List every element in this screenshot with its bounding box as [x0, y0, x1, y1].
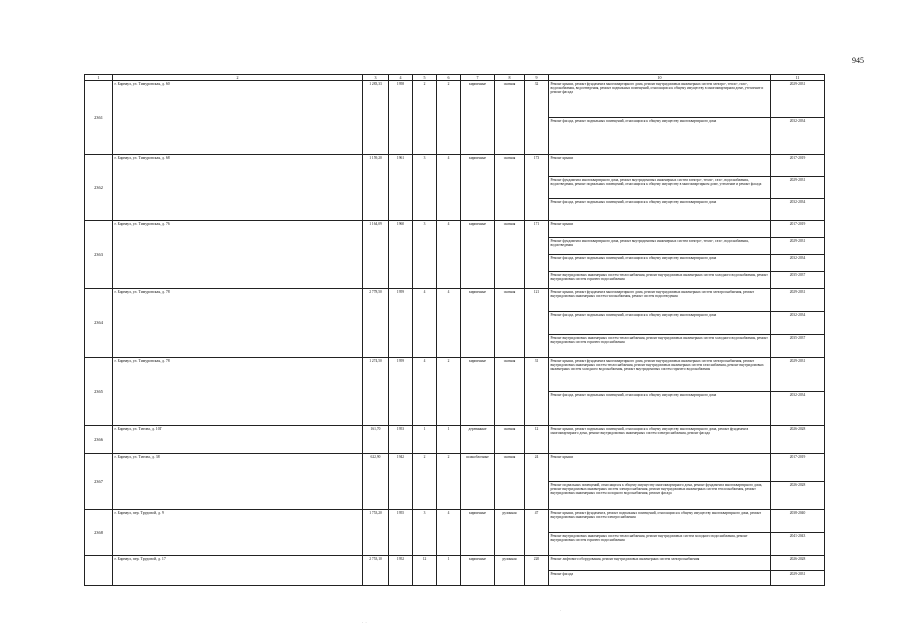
work-description: Ремонт крыши, ремонт фундамента многоквартирного дома, ремонт внутридомовых инженерных систем электро-, тепло-, газо-, водоснабжения, водоотведения, ремонт подвальных помещений, относящихся к общему имуществу в многоквартирном доме, утепление и ремонт фасада: [549, 81, 771, 118]
work-period: 2017-2019: [771, 155, 825, 177]
wall-material: кирпичные: [461, 510, 495, 556]
work-description: Ремонт крыши, ремонт подвальных помещений, относящихся к общему имуществу многоквартирного дома, ремонт фундамента многоквартирного дома, ремонт внутридомовых инженерных систем электроснабжения, ремонт фасада: [549, 426, 771, 454]
floors-count: 3: [413, 221, 437, 289]
row-number: 2363: [85, 221, 113, 289]
total-area: 622,90: [363, 454, 389, 510]
work-description: Ремонт крыши: [549, 454, 771, 482]
work-period: 2029-2031: [771, 358, 825, 392]
total-area: 1 164,09: [363, 221, 389, 289]
wall-material: кирпичные: [461, 155, 495, 221]
roof-type: рулонная: [495, 556, 525, 586]
work-description: Ремонт крыши, ремонт фундамента многоквартирного дома, ремонт внутридомовых инженерных систем электроснабжения, ремонт внутридомовых инженерных систем теплоснабжения, ремонт внутридомовых инженерных систем газоснабжения, ремонт внутридомовых инженерных систем холодного водоснабжения, ремонт внутридомовых систем горячего водоснабжения: [549, 358, 771, 392]
work-description: Ремонт фасада, ремонт подвальных помещений, относящихся к общему имуществу многоквартирного дома: [549, 199, 771, 221]
capital-repair-table: [84, 74, 825, 586]
work-period: 2032-2034: [771, 199, 825, 221]
total-area: 1 159,20: [363, 155, 389, 221]
scan-artifact: · ·: [362, 620, 367, 625]
work-description: Ремонт лифтового оборудования, ремонт внутридомовых инженерных систем электроснабжения: [549, 556, 771, 571]
build-year: 1958: [389, 81, 413, 155]
col-header: 9: [525, 75, 549, 81]
roof-type: скатная: [495, 454, 525, 510]
work-period: 2032-2034: [771, 255, 825, 272]
house-address: г. Барнаул, ул. Тимуровская, д. 78: [113, 358, 363, 426]
flats-count: 47: [525, 510, 549, 556]
table-row: [85, 358, 825, 392]
table-row: [85, 155, 825, 177]
floors-count: 4: [413, 358, 437, 426]
col-header: 10: [549, 75, 771, 81]
col-header: 4: [389, 75, 413, 81]
work-description: Ремонт фасада: [549, 571, 771, 586]
roof-type: скатная: [495, 221, 525, 289]
build-year: 1942: [389, 454, 413, 510]
col-header: 6: [437, 75, 461, 81]
total-area: 1 283,33: [363, 81, 389, 155]
total-area: 161,70: [363, 426, 389, 454]
work-description: Ремонт фасада, ремонт подвальных помещений, относящихся к общему имуществу многоквартирного дома: [549, 392, 771, 426]
house-address: г. Барнаул, ул. Тимуровская, д. 76: [113, 221, 363, 289]
row-number: [85, 556, 113, 586]
col-header: 2: [113, 75, 363, 81]
table-row: [85, 454, 825, 482]
total-area: 2 778,50: [363, 289, 389, 358]
build-year: 1960: [389, 221, 413, 289]
work-description: Ремонт подвальных помещений, относящихся к общему имуществу многоквартирного дома, ремонт фундамента многоквартирного дома, ремонт внутридомовых инженерных систем электроснабжения, ремонт внутридомовых инженерных систем теплоснабжения, ремонт внутридомовых инженерных систем холодного водоснабжения, ремонт фасада: [549, 482, 771, 510]
col-header: 1: [85, 75, 113, 81]
col-header: 7: [461, 75, 495, 81]
wall-material: кирпичные: [461, 81, 495, 155]
house-address: г. Барнаул, ул. Титова, д. 38: [113, 454, 363, 510]
row-number: 2362: [85, 155, 113, 221]
work-description: Ремонт внутридомовых инженерных систем теплоснабжения, ремонт внутридомовых систем холодного водоснабжения, ремонт внутридомовых систем горячего водоснабжения: [549, 533, 771, 556]
work-period: 2041-2043: [771, 533, 825, 556]
floors-count: 3: [413, 155, 437, 221]
flats-count: 24: [525, 454, 549, 510]
floors-count: 3: [413, 510, 437, 556]
work-period: 2029-2031: [771, 289, 825, 312]
work-period: 2026-2028: [771, 556, 825, 571]
wall-material: кирпичные: [461, 221, 495, 289]
work-period: 2032-2034: [771, 312, 825, 335]
work-period: 2032-2034: [771, 392, 825, 426]
table-row: [85, 510, 825, 533]
work-period: 2038-2040: [771, 510, 825, 533]
work-description: Ремонт фасада, ремонт подвальных помещений, относящихся к общему имуществу многоквартирного дома: [549, 118, 771, 155]
build-year: 1952: [389, 556, 413, 586]
house-address: г. Барнаул, пер. Трудовой, д. 17: [113, 556, 363, 586]
work-description: Ремонт внутридомовых инженерных систем теплоснабжения, ремонт внутридомовых инженерных систем холодного водоснабжения, ремонт внутридомовых систем горячего водоснабжения: [549, 335, 771, 358]
floors-count: 2: [413, 454, 437, 510]
floors-count: 2: [413, 81, 437, 155]
row-number: 2365: [85, 358, 113, 426]
work-period: 2017-2019: [771, 221, 825, 238]
roof-type: скатная: [495, 358, 525, 426]
house-address: г. Барнаул, ул. Тимуровская, д. 68: [113, 155, 363, 221]
row-number: 2367: [85, 454, 113, 510]
build-year: 1959: [389, 289, 413, 358]
col-header: 8: [495, 75, 525, 81]
work-period: 2017-2019: [771, 454, 825, 482]
work-description: Ремонт крыши, ремонт фундамента многоквартирного дома, ремонт внутридомовых инженерных систем электроснабжения, ремонт внутридомовых инженерных систем газоснабжения, ремонт систем водоотведения: [549, 289, 771, 312]
col-header: 11: [771, 75, 825, 81]
wall-material: кирпичные: [461, 358, 495, 426]
total-area: 1 753,20: [363, 510, 389, 556]
work-description: Ремонт фасада, ремонт подвальных помещений, относящихся к общему имуществу многоквартирного дома: [549, 255, 771, 272]
work-period: 2035-2037: [771, 272, 825, 289]
build-year: 1961: [389, 155, 413, 221]
house-address: г. Барнаул, ул. Титова, д. 10Г: [113, 426, 363, 454]
table-row: [85, 81, 825, 118]
entrances-count: 1: [437, 426, 461, 454]
row-number: 2368: [85, 510, 113, 556]
scan-artifact: ·: [560, 608, 562, 613]
work-description: Ремонт крыши: [549, 221, 771, 238]
entrances-count: 4: [437, 221, 461, 289]
entrances-count: 4: [437, 510, 461, 556]
total-area: 1 274,50: [363, 358, 389, 426]
entrances-count: 4: [437, 155, 461, 221]
roof-type: скатная: [495, 81, 525, 155]
floors-count: 4: [413, 289, 437, 358]
wall-material: шлакоблочные: [461, 454, 495, 510]
entrances-count: 1: [437, 556, 461, 586]
table-row: [85, 289, 825, 312]
floors-count: 12: [413, 556, 437, 586]
row-number: 2366: [85, 426, 113, 454]
work-period: 2032-2034: [771, 118, 825, 155]
work-description: Ремонт крыши, ремонт фундамента, ремонт подвальных помещений, относящихся к общему имуществу многоквартирного дома, ремонт внутридомовых инженерных систем электроснабжения: [549, 510, 771, 533]
work-period: 2026-2028: [771, 482, 825, 510]
work-period: 2029-2031: [771, 571, 825, 586]
build-year: 1959: [389, 358, 413, 426]
floors-count: 1: [413, 426, 437, 454]
table-row: [85, 556, 825, 571]
row-number: 2364: [85, 289, 113, 358]
build-year: 1953: [389, 426, 413, 454]
wall-material: кирпичные: [461, 556, 495, 586]
flats-count: 121: [525, 289, 549, 358]
house-address: г. Барнаул, ул. Тимуровская, д. 78: [113, 289, 363, 358]
house-address: г. Барнаул, пер. Трудовой, д. 9: [113, 510, 363, 556]
flats-count: 31: [525, 358, 549, 426]
work-period: 2026-2028: [771, 426, 825, 454]
flats-count: 32: [525, 81, 549, 155]
house-address: г. Барнаул, ул. Тимуровская, д. 60: [113, 81, 363, 155]
entrances-count: 2: [437, 454, 461, 510]
roof-type: рулонная: [495, 510, 525, 556]
roof-type: скатная: [495, 289, 525, 358]
work-description: Ремонт фундамента многоквартирного дома, ремонт внутридомовых инженерных систем электро-, тепло-, газо-, водоснабжения, водоотведения: [549, 238, 771, 255]
col-header: 3: [363, 75, 389, 81]
work-description: Ремонт фасада, ремонт подвальных помещений, относящихся к общему имуществу многоквартирного дома: [549, 312, 771, 335]
roof-type: скатная: [495, 155, 525, 221]
work-period: 2029-2031: [771, 177, 825, 199]
work-description: Ремонт фундамента многоквартирного дома, ремонт внутридомовых инженерных систем электро-, тепло-, газо-, водоснабжения, водоотведения, ремонт подвальных помещений, относящихся к общему имуществу в многоквартирном доме, утепление и ремонт фасада: [549, 177, 771, 199]
page-number: 945: [852, 56, 864, 65]
work-period: 2029-2031: [771, 81, 825, 118]
wall-material: деревянные: [461, 426, 495, 454]
col-header: 5: [413, 75, 437, 81]
flats-count: 173: [525, 155, 549, 221]
flats-count: 12: [525, 426, 549, 454]
table-row: [85, 221, 825, 238]
flats-count: 220: [525, 556, 549, 586]
entrances-count: 2: [437, 81, 461, 155]
work-period: 2035-2037: [771, 335, 825, 358]
build-year: 1955: [389, 510, 413, 556]
wall-material: кирпичные: [461, 289, 495, 358]
work-period: 2029-2031: [771, 238, 825, 255]
row-number: 2361: [85, 81, 113, 155]
entrances-count: 2: [437, 358, 461, 426]
entrances-count: 4: [437, 289, 461, 358]
work-description: Ремонт крыши: [549, 155, 771, 177]
flats-count: 171: [525, 221, 549, 289]
table-row: [85, 426, 825, 454]
work-description: Ремонт внутридомовых инженерных систем теплоснабжения, ремонт внутридомовых инженерных систем холодного водоснабжения, ремонт внутридомовых систем горячего водоснабжения: [549, 272, 771, 289]
roof-type: скатная: [495, 426, 525, 454]
total-area: 2 753,10: [363, 556, 389, 586]
